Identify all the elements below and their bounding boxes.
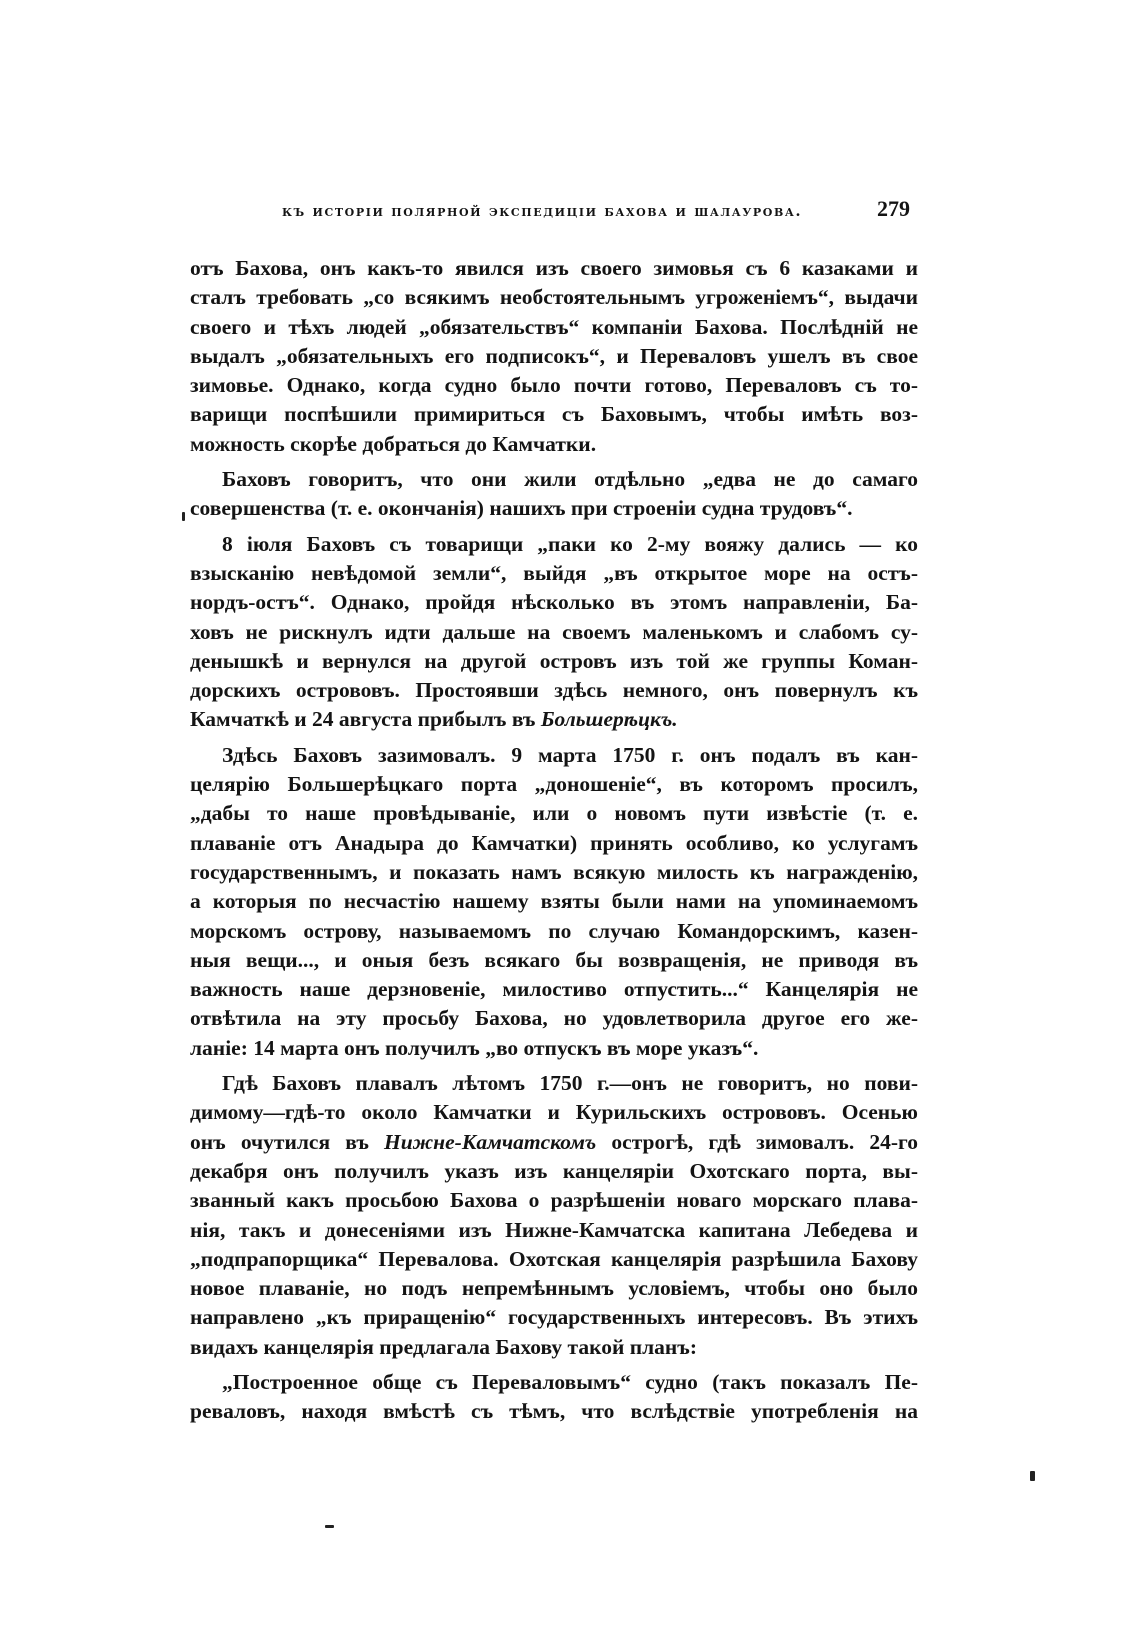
text-line: морскомъ острову, называемомъ по случаю Командорскимъ, казен- <box>190 918 918 943</box>
text-run: острогѣ, гдѣ зимовалъ. 24-го <box>596 1129 918 1154</box>
text-run: Камчаткѣ и 24 августа прибылъ въ <box>190 707 541 732</box>
italic-place-name: Нижне-Камчатскомъ <box>384 1129 597 1154</box>
text-line: совершенства (т. е. окончанія) нашихъ при строеніи судна трудовъ“. <box>190 496 853 521</box>
text-line-with-italic <box>190 705 918 734</box>
text-line: зимовье. Однако, когда судно было почти готово, Переваловъ съ то- <box>190 373 918 398</box>
text-line: а которыя по несчастію нашему взяты были нами на упоминаемомъ <box>190 889 918 914</box>
text-line: новое плаваніе, но подъ непремѣннымъ условіемъ, чтобы оно было <box>190 1276 918 1301</box>
text-line: нордъ-остъ“. Однако, пройдя нѣсколько въ этомъ направленіи, Ба- <box>190 590 918 615</box>
page-number: 279 <box>877 196 910 221</box>
text-line: Баховъ говоритъ, что они жили отдѣльно „едва не до самаго <box>222 467 918 492</box>
paragraph-6 <box>190 1368 918 1427</box>
text-line: денышкѣ и вернулся на другой островъ изъ той же группы Коман- <box>190 648 918 673</box>
text-line: выдалъ „обязательныхъ его подписокъ“, и Переваловъ ушелъ въ свое <box>190 343 918 368</box>
italic-place-name: Большерѣцкъ. <box>540 707 678 732</box>
text-line: ланіе: 14 марта онъ получилъ „во отпускъ въ море указъ“. <box>190 1035 759 1060</box>
paragraph-3 <box>190 530 918 735</box>
text-line: видахъ канцелярія предлагала Бахову такой планъ: <box>190 1334 697 1359</box>
text-line: „дабы то наше провѣдываніе, или о новомъ пути извѣстіе (т. е. <box>190 801 918 826</box>
body-text <box>190 254 918 1427</box>
text-line: 8 іюля Баховъ съ товарищи „паки ко 2-му вояжу дались — ко <box>222 531 918 556</box>
text-line: плаваніе отъ Анадыра до Камчатки) принять особливо, ко услугамъ <box>190 830 918 855</box>
text-line: своего и тѣхъ людей „обязательствъ“ компаніи Бахова. Послѣдній не <box>190 314 918 339</box>
text-line: государственнымъ, и показать намъ всякую милость къ награжденію, <box>190 859 918 884</box>
text-line: „подпрапорщика“ Перевалова. Охотская канцелярія разрѣшила Бахову <box>190 1246 918 1271</box>
text-line: важность наше дерзновеніе, милостиво отпустить...“ Канцелярія не <box>190 977 918 1002</box>
text-line: отъ Бахова, онъ какъ-то явился изъ своего зимовья съ 6 казаками и <box>190 256 918 280</box>
book-page <box>190 196 918 1433</box>
text-line: димому—гдѣ-то около Камчатки и Курильскихъ острововъ. Осенью <box>190 1100 918 1125</box>
text-line: ныя вещи..., и оныя безъ всякаго бы возвращенія, не приводя въ <box>190 947 918 972</box>
text-line: ховъ не рискнулъ идти дальше на своемъ маленькомъ и слабомъ су- <box>190 619 918 644</box>
text-line: реваловъ, находя вмѣстѣ съ тѣмъ, что вслѣдствіе употребленія на <box>190 1399 918 1424</box>
text-line: декабря онъ получилъ указъ изъ канцеляріи Охотскаго порта, вы- <box>190 1158 918 1183</box>
text-line: взысканію невѣдомой земли“, выйдя „въ открытое море на остъ- <box>190 560 918 585</box>
paragraph-2 <box>190 465 918 524</box>
text-line: Гдѣ Баховъ плавалъ лѣтомъ 1750 г.—онъ не говоритъ, но пови- <box>222 1071 918 1096</box>
text-line: дорскихъ острововъ. Простоявши здѣсь немного, онъ повернулъ къ <box>190 678 918 703</box>
text-line: варищи поспѣшили примириться съ Баховымъ, чтобы имѣть воз- <box>190 402 918 427</box>
text-run: онъ очутился въ <box>190 1129 385 1154</box>
text-line: сталъ требовать „со всякимъ необстоятельнымъ угроженіемъ“, выдачи <box>190 285 918 310</box>
scan-speck <box>1030 1471 1035 1481</box>
text-line: отвѣтила на эту просьбу Бахова, но удовлетворила другое его же- <box>190 1006 918 1031</box>
paragraph-4 <box>190 741 918 1063</box>
scan-speck <box>325 1525 334 1528</box>
text-line: „Построенное обще съ Переваловымъ“ судно (такъ показалъ Пе- <box>222 1369 918 1394</box>
running-title: къ исторіи полярной экспедиціи бахова и шалаурова. <box>282 202 803 220</box>
text-line: званный какъ просьбою Бахова о разрѣшеніи новаго морскаго плава- <box>190 1188 918 1213</box>
paragraph-5 <box>190 1069 918 1362</box>
text-line: можность скорѣе добраться до Камчатки. <box>190 431 597 456</box>
text-line: Здѣсь Баховъ зазимовалъ. 9 марта 1750 г. онъ подалъ въ кан- <box>222 742 918 767</box>
scan-speck <box>182 512 185 521</box>
text-line-with-italic <box>190 1128 918 1157</box>
paragraph-1 <box>190 254 918 459</box>
running-header <box>190 196 918 236</box>
text-line: направлено „къ приращенію“ государственныхъ интересовъ. Въ этихъ <box>190 1305 918 1330</box>
text-line: целярію Большерѣцкаго порта „доношеніе“, въ которомъ просилъ, <box>190 772 918 797</box>
text-line: нія, такъ и донесеніями изъ Нижне-Камчатска капитана Лебедева и <box>190 1217 918 1242</box>
